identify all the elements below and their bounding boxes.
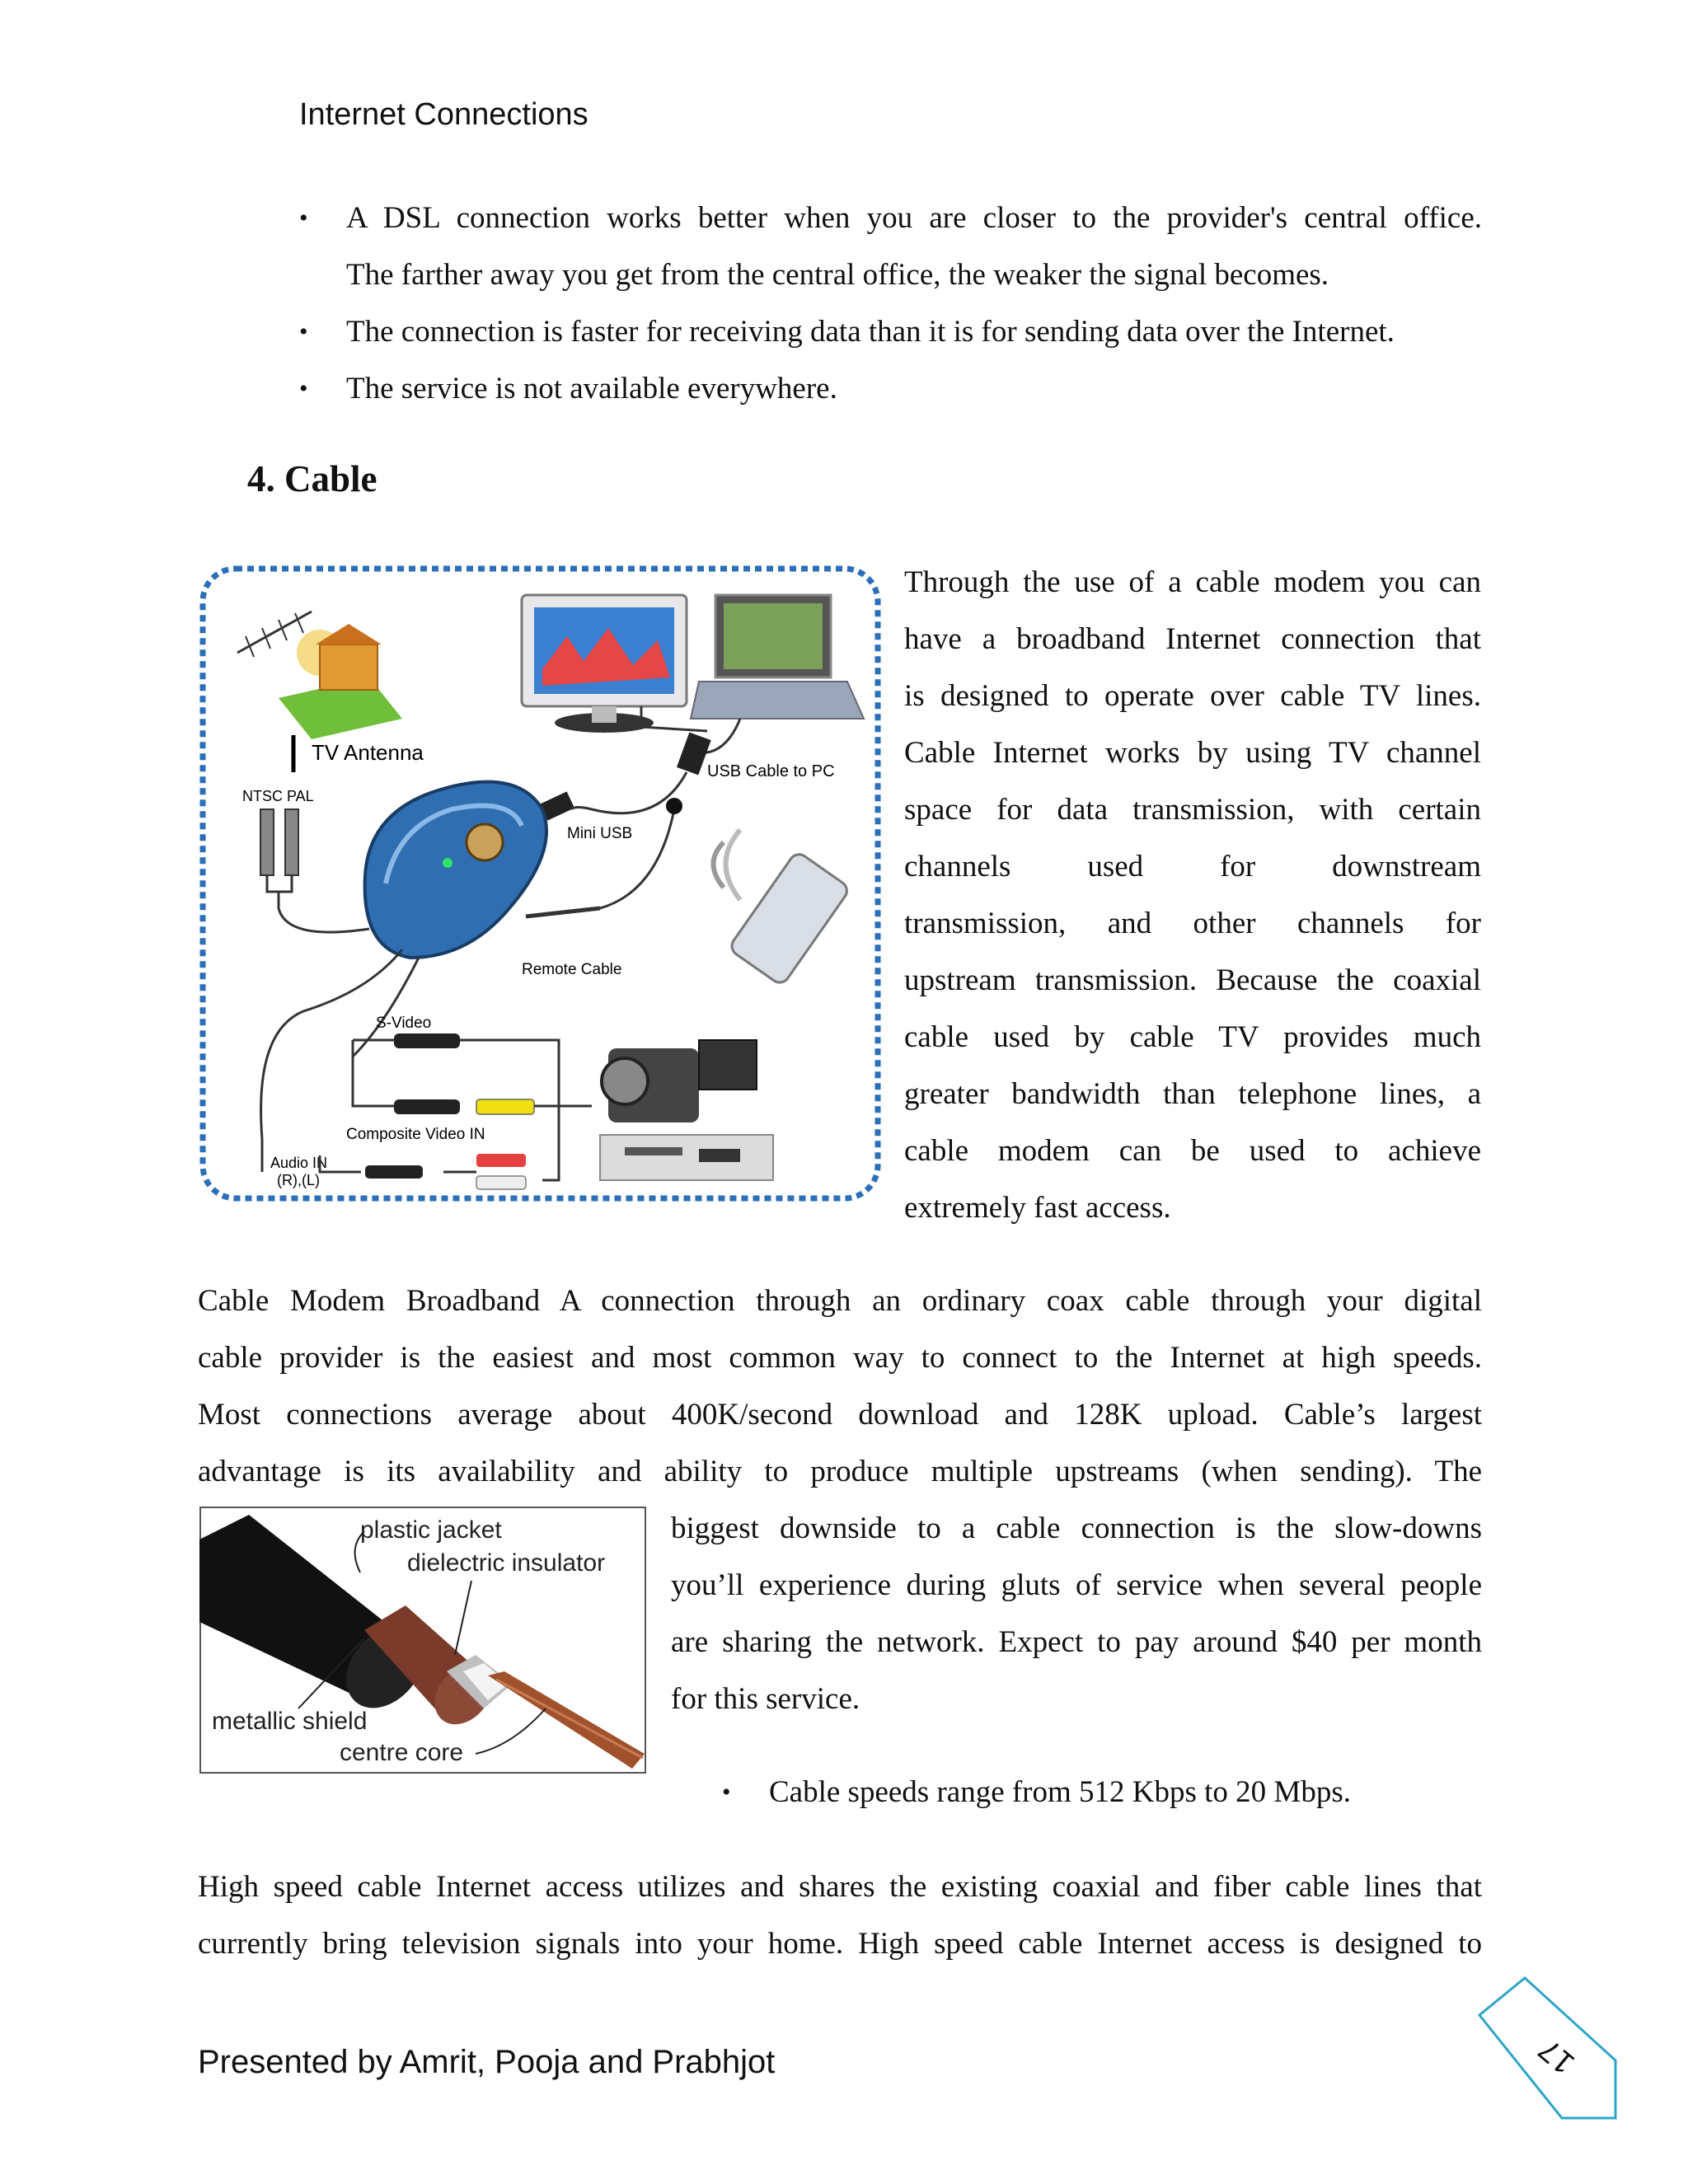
figure-label: dielectric insulator <box>407 1549 606 1577</box>
bullet-text: A DSL connection works better when you are closer to the provider's central office. <box>346 201 1482 235</box>
diagram-label: USB Cable to PC <box>707 762 835 780</box>
final-paragraph <box>198 1858 1482 1972</box>
text-line: space for data transmission, with certain <box>904 793 1481 827</box>
list-item <box>722 1764 1478 1821</box>
diagram-label: Audio IN <box>270 1155 328 1171</box>
diagram-label: TV Antenna <box>312 740 424 765</box>
text-line: biggest downside to a cable connection is the slow-downs <box>671 1511 1482 1545</box>
broadband-paragraph <box>198 1272 1482 1500</box>
bullet-icon: • <box>299 318 308 345</box>
text-line: Cable Modem Broadband A connection through an ordinary coax cable through your digital <box>198 1284 1482 1318</box>
text-line: upstream transmission. Because the coaxial <box>904 963 1481 997</box>
footer-text: Presented by Amrit, Pooja and Prabhjot <box>198 2044 776 2080</box>
composite-plug-icon <box>476 1099 534 1114</box>
text-line: cable used by cable TV provides much <box>904 1020 1481 1054</box>
figure-label: plastic jacket <box>360 1516 502 1544</box>
text-line: greater bandwidth than telephone lines, a <box>904 1077 1481 1111</box>
text-line: cable modem can be used to achieve <box>904 1134 1481 1168</box>
text-line: you’ll experience during gluts of service when several people <box>671 1568 1482 1602</box>
running-header: Internet Connections <box>299 97 588 132</box>
text-line: extremely fast access. <box>904 1191 1171 1225</box>
diagram-label: Composite Video IN <box>346 1126 485 1143</box>
text-line: advantage is its availability and ability to produce multiple upstreams (when sending). The <box>198 1455 1482 1488</box>
diagram-label: NTSC PAL <box>242 788 314 804</box>
broadband-side-paragraph <box>671 1500 1482 1727</box>
page-number: 17 <box>1532 2032 1582 2081</box>
section-title: 4. Cable <box>247 458 377 499</box>
text-line: transmission, and other channels for <box>904 907 1481 940</box>
diagram-label: Mini USB <box>567 825 633 842</box>
text-line: channels used for downstream <box>904 850 1481 883</box>
figure-label: centre core <box>340 1739 464 1766</box>
text-line: Most connections average about 400K/second download and 128K upload. Cable’s largest <box>198 1398 1482 1432</box>
coax-cable-figure <box>199 1507 646 1774</box>
text-line: Through the use of a cable modem you can <box>904 565 1481 599</box>
cable-intro-paragraph <box>904 554 1481 1236</box>
text-line: cable provider is the easiest and most common way to connect to the Internet at high speeds. <box>198 1341 1482 1375</box>
page-number-tag <box>1475 1974 1632 2130</box>
text-line: for this service. <box>671 1682 860 1716</box>
bullet-text: The service is not available everywhere. <box>346 372 837 405</box>
list-item <box>299 360 1482 417</box>
bullet-icon: • <box>722 1779 731 1806</box>
text-line: have a broadband Internet connection that <box>904 622 1481 656</box>
bullet-text: The farther away you get from the central office, the weaker the signal becomes. <box>346 258 1329 292</box>
text-line: High speed cable Internet access utilizes and shares the existing coaxial and fiber cable lines that <box>198 1870 1482 1904</box>
figure-label: metallic shield <box>212 1708 368 1735</box>
bullet-text: The connection is faster for receiving data than it is for sending data over the Internet. <box>346 315 1395 349</box>
list-item <box>299 303 1482 360</box>
diagram-label: (R),(L) <box>277 1172 320 1188</box>
diagram-label: S-Video <box>376 1015 432 1032</box>
text-line: Cable Internet works by using TV channel <box>904 736 1481 770</box>
bullet-text: Cable speeds range from 512 Kbps to 20 Mbps. <box>769 1775 1351 1809</box>
cable-modem-diagram <box>196 562 884 1205</box>
dvd-player-icon <box>600 1135 773 1180</box>
list-item <box>299 190 1482 303</box>
diagram-label: Remote Cable <box>522 961 622 978</box>
bullet-icon: • <box>299 204 308 232</box>
text-line: currently bring television signals into your home. High speed cable Internet access is designed to <box>198 1927 1482 1961</box>
text-line: are sharing the network. Expect to pay around $40 per month <box>671 1625 1482 1659</box>
text-line: is designed to operate over cable TV lines. <box>904 679 1481 713</box>
bullet-icon: • <box>299 375 308 402</box>
